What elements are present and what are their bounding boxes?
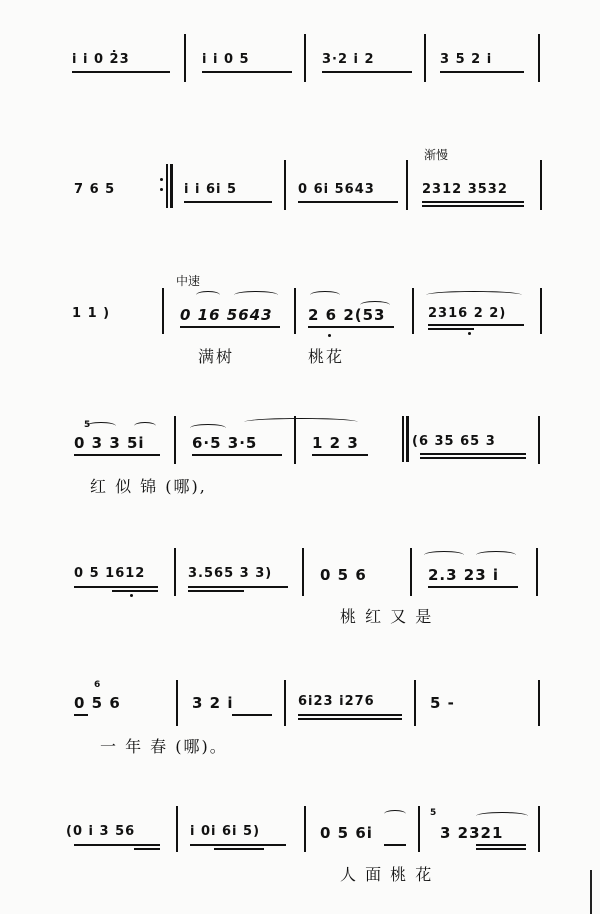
- tempo-mark-slowing: 渐慢: [424, 148, 449, 162]
- measure-2-3: 2312 3532: [422, 182, 508, 197]
- lead-notes-2: 7 6 5: [74, 182, 116, 197]
- lead-notes-3: 1 1 ): [72, 306, 111, 321]
- page-edge-mark: [590, 870, 600, 914]
- measure-3-2: 2 6 2(53: [308, 306, 386, 324]
- measure-5-1: 0 5 1612: [74, 566, 146, 581]
- lyric-3-2: 桃花: [308, 347, 345, 366]
- measure-1-2: i i 0 5: [202, 52, 250, 67]
- lyric-6: 一 年 春 (哪)。: [100, 737, 228, 756]
- tempo-mark-moderate: 中速: [176, 274, 201, 288]
- measure-7-3: 0 5 6i: [320, 824, 373, 842]
- measure-1-1: i i 0 2̇3: [72, 52, 130, 67]
- lyric-4: 红 似 锦 (哪),: [90, 477, 207, 496]
- measure-4-3: 1 2 3: [312, 434, 359, 452]
- measure-4-4: (6 35 65 3: [412, 434, 496, 449]
- measure-7-2: i 0i 6i 5): [190, 824, 261, 839]
- grace-note-6: 6: [94, 680, 101, 690]
- measure-5-4: 2.3 23 i: [428, 566, 500, 584]
- measure-1-4: 3 5 2 i: [440, 52, 493, 67]
- measure-3-3: 2316 2 2): [428, 306, 507, 321]
- lyric-3-1: 满树: [198, 347, 235, 366]
- grace-note-7: 5: [430, 808, 437, 818]
- lyric-5: 桃 红 又 是: [340, 607, 434, 626]
- measure-7-1: (0 i 3 56: [66, 824, 136, 839]
- measure-2-2: 0 6i 5643: [298, 182, 375, 197]
- measure-6-4: 5 -: [430, 694, 455, 712]
- measure-4-1: 0 3 3 5i: [74, 434, 145, 452]
- measure-6-2: 3 2 i: [192, 694, 234, 712]
- grace-note-4: 5: [84, 420, 91, 430]
- measure-4-2: 6·5 3·5: [192, 434, 258, 452]
- measure-6-3: 6i23 i276: [298, 694, 375, 709]
- measure-6-1: 0 5 6: [74, 694, 121, 712]
- measure-5-2: 3.565 3 3): [188, 566, 273, 581]
- measure-2-1: i i 6i 5: [184, 182, 238, 197]
- lyric-7: 人 面 桃 花: [340, 865, 434, 884]
- measure-5-3: 0 5 6: [320, 566, 367, 584]
- measure-1-3: 3·2 i 2: [322, 52, 375, 67]
- measure-7-4: 3 2321: [440, 824, 504, 842]
- measure-3-1: 0 16 5643: [180, 306, 273, 324]
